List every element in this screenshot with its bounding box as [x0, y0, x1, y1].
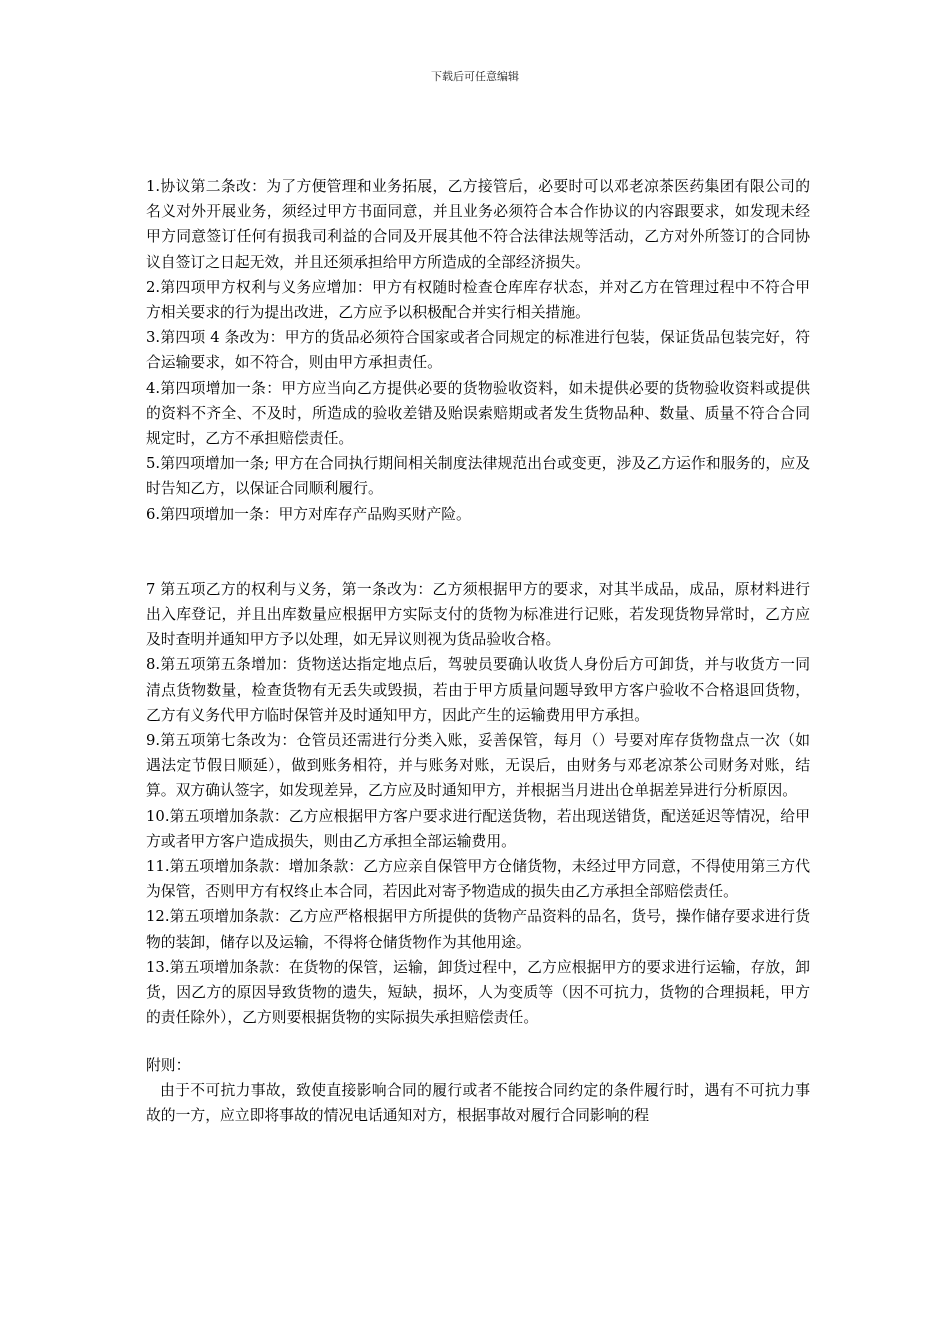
clause-8: 8.第五项第五条增加：货物送达指定地点后，驾驶员要确认收货人身份后方可卸货，并与收货方一同清点货物数量，检查货物有无丢失或毁损，若由于甲方质量问题导致甲方客户验收不合格退回货物，乙方有义务代甲方临时保管并及时通知甲方，因此产生的运输费用甲方承担。 — [146, 656, 810, 724]
clause-7: 7 第五项乙方的权利与义务，第一条改为：乙方须根据甲方的要求，对其半成品，成品，原材料进行出入库登记，并且出库数量应根据甲方实际支付的货物为标准进行记账，若发现货物异常时，乙方应及时查明并通知甲方予以处理，如无异议则视为货品验收合格。 — [146, 580, 810, 649]
clause-9: 9.第五项第七条改为：仓管员还需进行分类入账，妥善保管，每月（）号要对库存货物盘点一次（如遇法定节假日顺延），做到账务相符，并与账务对账，无误后，由财务与邓老凉茶公司财务对账，结算。双方确认签字，如发现差异，乙方应及时通知甲方，并根据当月进出仓单据差异进行分析原因。 — [146, 732, 810, 800]
clause-3: 3.第四项 4 条改为：甲方的货品必须符合国家或者合同规定的标准进行包装，保证货品包装完好，符合运输要求，如不符合，则由甲方承担责任。 — [146, 329, 810, 372]
clause-13: 13.第五项增加条款：在货物的保管，运输，卸货过程中，乙方应根据甲方的要求进行运输，存放，卸货，因乙方的原因导致货物的遗失，短缺，损坏，人为变质等（因不可抗力，货物的合理损耗，甲方的责任除外），乙方则要根据货物的实际损失承担赔偿责任。 — [146, 958, 810, 1027]
appendix-title: 附则： — [146, 1056, 191, 1074]
clause-1: 1.协议第二条改：为了方便管理和业务拓展，乙方接管后，必要时可以邓老凉茶医药集团有限公司的名义对外开展业务，须经过甲方书面同意，并且业务必须符合本合作协议的内容跟要求，如发现未经甲方同意签订任何有损我司利益的合同及开展其他不符合法律法规等活动，乙方对外所签订的合同协议自签订之日起无效，并且还须承担给甲方所造成的全部经济损失。 — [146, 178, 810, 271]
clause-4: 4.第四项增加一条：甲方应当向乙方提供必要的货物验收资料，如未提供必要的货物验收资料或提供的资料不齐全、不及时，所造成的验收差错及贻误索赔期或者发生货物品种、数量、质量不符合合同规定时，乙方不承担赔偿责任。 — [146, 379, 810, 448]
page-header: 下载后可任意编辑 — [431, 70, 519, 83]
section-gap — [146, 527, 810, 577]
clause-10: 10.第五项增加条款：乙方应根据甲方客户要求进行配送货物，若出现送错货，配送延迟等情况，给甲方或者甲方客户造成损失，则由乙方承担全部运输费用。 — [146, 807, 810, 850]
clause-12: 12.第五项增加条款：乙方应严格根据甲方所提供的货物产品资料的品名，货号，操作储存要求进行货物的装卸，储存以及运输，不得将仓储货物作为其他用途。 — [146, 908, 810, 951]
clause-11: 11.第五项增加条款：增加条款：乙方应亲自保管甲方仓储货物，未经过甲方同意，不得使用第三方代为保管，否则甲方有权终止本合同，若因此对寄予物造成的损失由乙方承担全部赔偿责任。 — [146, 858, 810, 901]
clause-5: 5.第四项增加一条; 甲方在合同执行期间相关制度法律规范出台或变更，涉及乙方运作和服务的，应及时告知乙方，以保证合同顺利履行。 — [146, 455, 810, 498]
appendix-text: 由于不可抗力事故，致使直接影响合同的履行或者不能按合同约定的条件履行时，遇有不可抗力事故的一方，应立即将事故的情况电话通知对方，根据事故对履行合同影响的程 — [146, 1081, 810, 1124]
section-gap — [146, 1031, 810, 1053]
clause-6: 6.第四项增加一条：甲方对库存产品购买财产险。 — [146, 505, 471, 523]
clause-2: 2.第四项甲方权利与义务应增加：甲方有权随时检查仓库库存状态，并对乙方在管理过程中不符合甲方相关要求的行为提出改进，乙方应予以积极配合并实行相关措施。 — [146, 278, 810, 322]
document-body — [146, 174, 810, 1128]
